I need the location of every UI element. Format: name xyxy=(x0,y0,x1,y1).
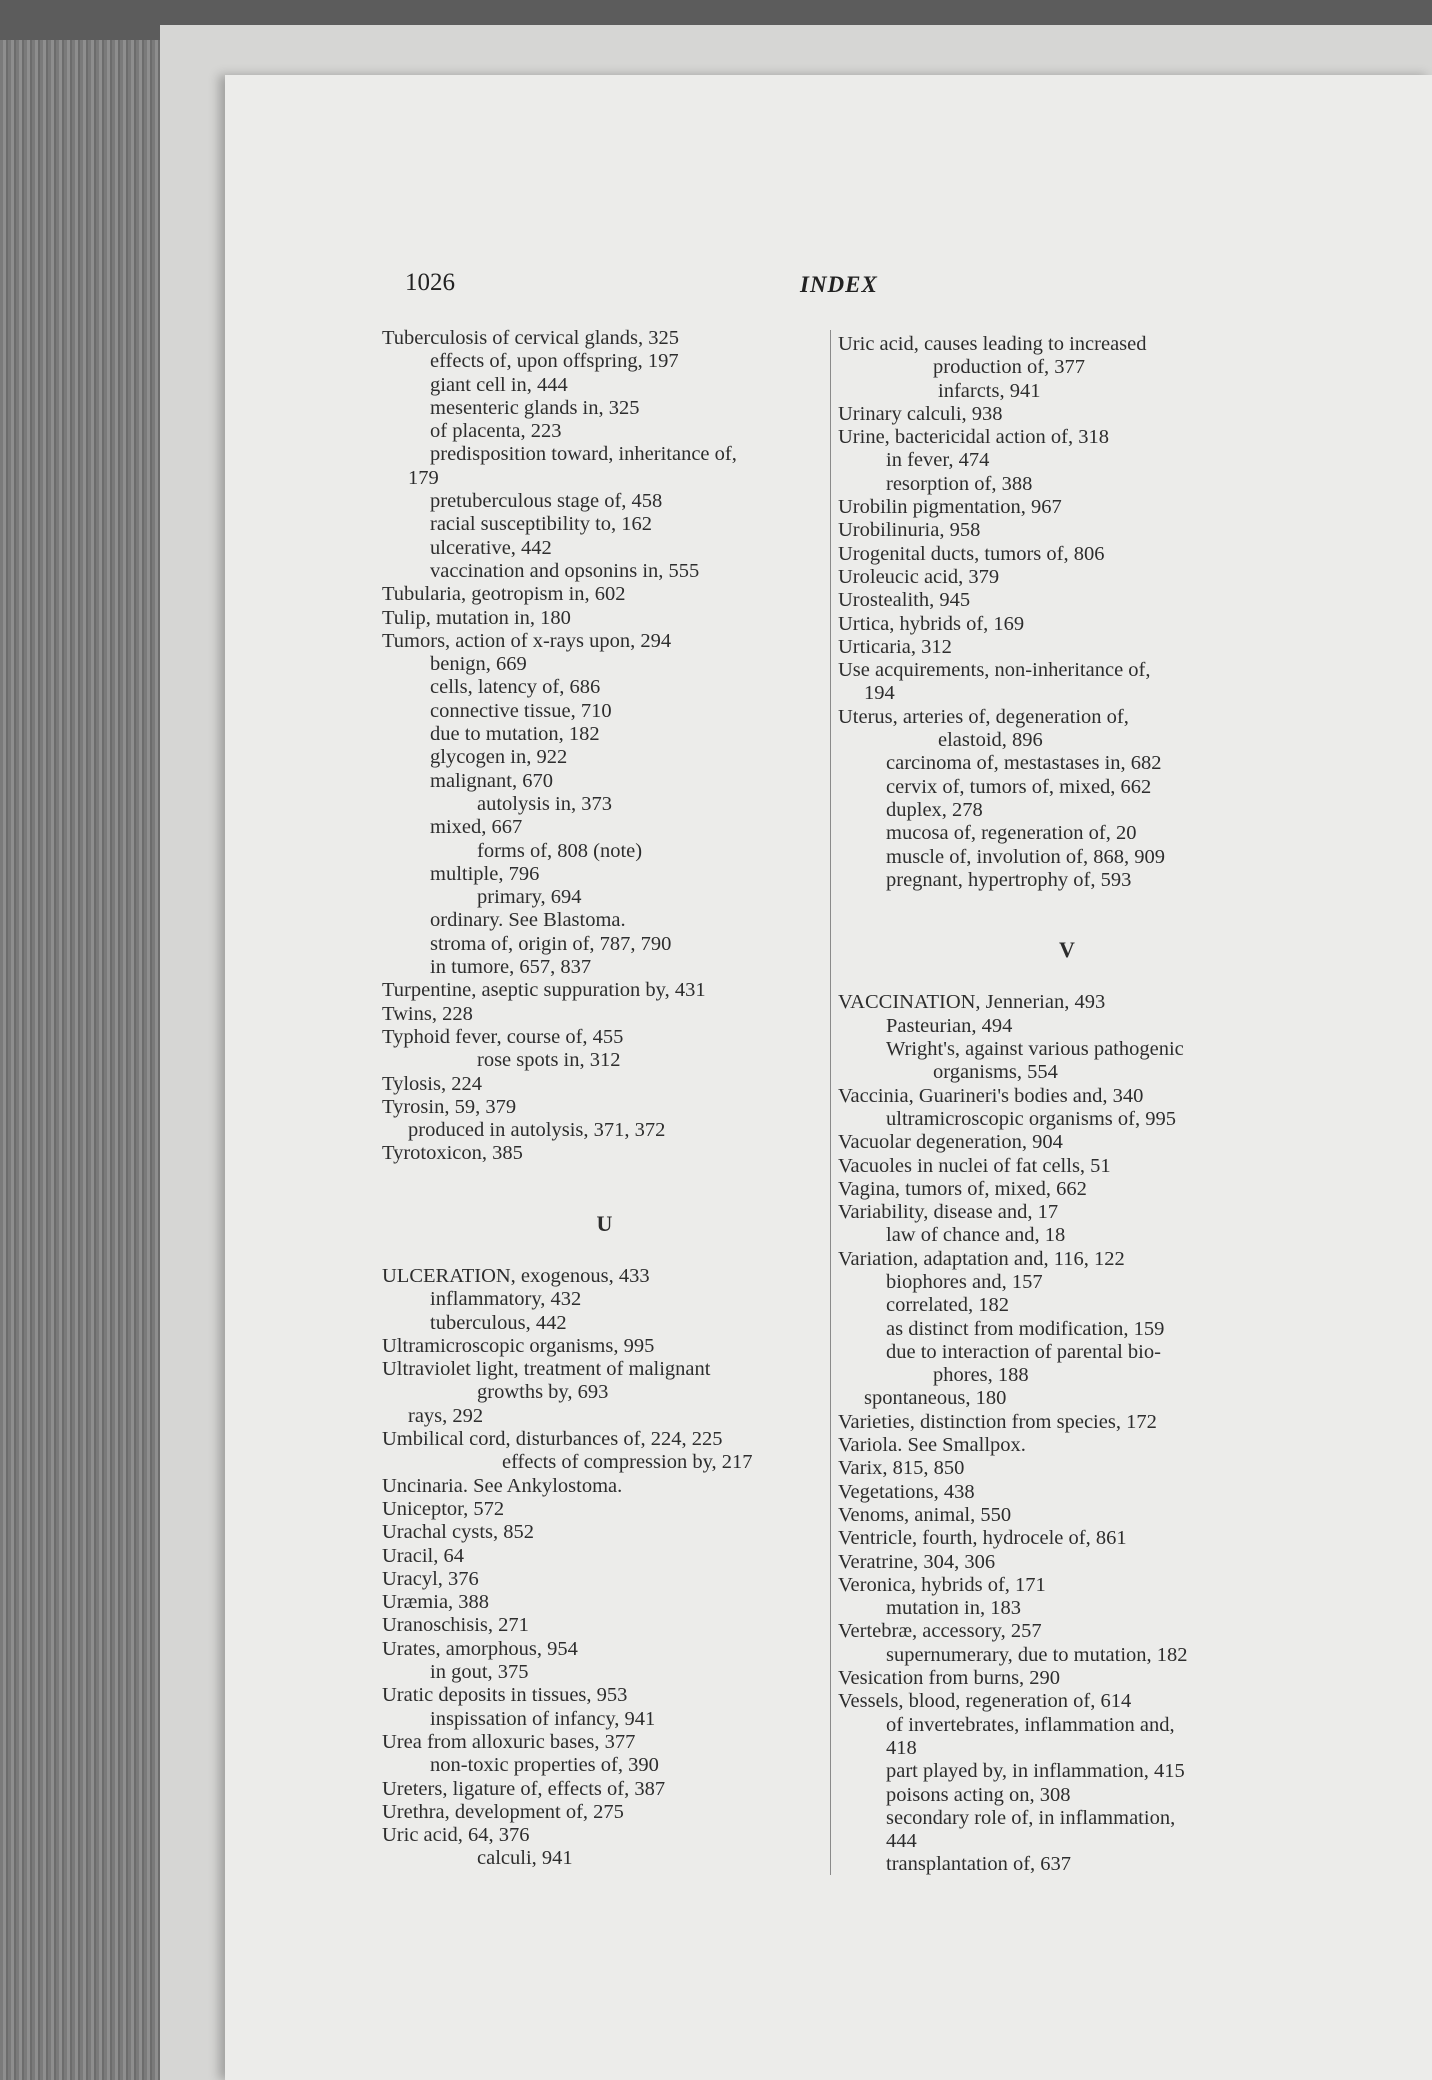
index-subentry: malignant, 670 xyxy=(430,769,553,792)
index-subentry: ultramicroscopic organisms of, 995 xyxy=(886,1107,1176,1130)
index-entry: Urogenital ducts, tumors of, 806 xyxy=(838,542,1105,565)
index-entry: Urachal cysts, 852 xyxy=(382,1521,534,1544)
index-entry: Urethra, development of, 275 xyxy=(382,1800,624,1823)
index-subentry: inspissation of infancy, 941 xyxy=(430,1707,656,1730)
index-subentry: organisms, 554 xyxy=(933,1061,1058,1084)
index-subentry: as distinct from modification, 159 xyxy=(886,1317,1165,1340)
index-subentry: in gout, 375 xyxy=(430,1661,529,1684)
index-subentry: 194 xyxy=(864,682,895,705)
index-subentry: growths by, 693 xyxy=(477,1381,609,1404)
index-subentry: mixed, 667 xyxy=(430,816,523,839)
index-entry: Variation, adaptation and, 116, 122 xyxy=(838,1247,1125,1270)
index-subentry: ordinary. See Blastoma. xyxy=(430,909,626,932)
section-letter: U xyxy=(596,1210,613,1236)
index-subentry: glycogen in, 922 xyxy=(430,746,568,769)
index-subentry: pretuberculous stage of, 458 xyxy=(430,490,663,513)
index-entry: Uterus, arteries of, degeneration of, xyxy=(838,705,1129,728)
index-entry: Venoms, animal, 550 xyxy=(838,1503,1012,1526)
index-subentry: non-toxic properties of, 390 xyxy=(430,1754,659,1777)
index-subentry: mucosa of, regeneration of, 20 xyxy=(886,822,1137,845)
index-subentry: produced in autolysis, 371, 372 xyxy=(408,1119,666,1142)
index-subentry: tuberculous, 442 xyxy=(430,1311,567,1334)
index-subentry: supernumerary, due to mutation, 182 xyxy=(886,1643,1188,1666)
index-subentry: poisons acting on, 308 xyxy=(886,1783,1071,1806)
index-subentry: muscle of, involution of, 868, 909 xyxy=(886,845,1166,868)
index-entry: Varieties, distinction from species, 172 xyxy=(838,1410,1157,1433)
index-entry: Varix, 815, 850 xyxy=(838,1457,965,1480)
index-subentry: effects of compression by, 217 xyxy=(502,1451,753,1474)
index-entry: Uric acid, causes leading to increased xyxy=(838,333,1147,355)
index-subentry: correlated, 182 xyxy=(886,1294,1009,1317)
index-subentry: mutation in, 183 xyxy=(886,1597,1021,1620)
index-entry: Typhoid fever, course of, 455 xyxy=(382,1025,624,1048)
running-title: INDEX xyxy=(800,272,878,297)
index-subentry: carcinoma of, mestastases in, 682 xyxy=(886,752,1162,775)
index-entry: Veronica, hybrids of, 171 xyxy=(838,1573,1046,1596)
index-subentry: in fever, 474 xyxy=(886,449,990,472)
index-subentry: of placenta, 223 xyxy=(430,420,562,443)
index-subentry: rose spots in, 312 xyxy=(477,1049,621,1072)
index-subentry: mesenteric glands in, 325 xyxy=(430,396,640,419)
index-entry: Uroleucic acid, 379 xyxy=(838,565,1000,588)
index-entry: Ultramicroscopic organisms, 995 xyxy=(382,1334,655,1357)
index-entry: Tuberculosis of cervical glands, 325 xyxy=(382,327,680,349)
index-entry: Veratrine, 304, 306 xyxy=(838,1550,996,1573)
right-index-column xyxy=(838,333,1296,1877)
index-entry: Ventricle, fourth, hydrocele of, 861 xyxy=(838,1527,1127,1550)
index-entry: Uratic deposits in tissues, 953 xyxy=(382,1684,628,1707)
index-entry: Uric acid, 64, 376 xyxy=(382,1824,530,1847)
index-subentry: 179 xyxy=(408,466,439,489)
index-subentry: giant cell in, 444 xyxy=(430,373,568,396)
index-entry: Urobilinuria, 958 xyxy=(838,519,981,542)
index-subentry: transplantation of, 637 xyxy=(886,1853,1072,1876)
index-entry: Vessels, blood, regeneration of, 614 xyxy=(838,1690,1132,1713)
index-subentry: rays, 292 xyxy=(408,1404,484,1427)
index-subentry: production of, 377 xyxy=(933,356,1086,379)
index-entry: Variability, disease and, 17 xyxy=(838,1201,1059,1224)
section-spacer xyxy=(838,892,1296,938)
index-entry: Tyrotoxicon, 385 xyxy=(382,1142,523,1165)
index-subentry: Pasteurian, 494 xyxy=(886,1014,1013,1037)
index-entry: Urates, amorphous, 954 xyxy=(382,1637,578,1660)
index-entry: Vesication from burns, 290 xyxy=(838,1667,1061,1690)
index-entry: ULCERATION, exogenous, 433 xyxy=(382,1264,650,1287)
index-subentry: infarcts, 941 xyxy=(938,379,1041,402)
index-subentry: due to mutation, 182 xyxy=(430,723,600,746)
index-entry: Twins, 228 xyxy=(382,1002,473,1025)
index-entry: Umbilical cord, disturbances of, 224, 225 xyxy=(382,1428,723,1451)
index-entry: Uniceptor, 572 xyxy=(382,1497,505,1520)
index-entry: Urinary calculi, 938 xyxy=(838,402,1003,425)
index-entry: Urostealith, 945 xyxy=(838,589,971,612)
index-subentry: part played by, in inflammation, 415 xyxy=(886,1760,1185,1783)
index-entry: Urticaria, 312 xyxy=(838,635,952,658)
index-subentry: duplex, 278 xyxy=(886,798,983,821)
index-subentry: forms of, 808 (note) xyxy=(477,839,643,862)
index-entry: Tyrosin, 59, 379 xyxy=(382,1095,517,1118)
index-subentry: biophores and, 157 xyxy=(886,1270,1043,1293)
section-spacer xyxy=(382,1166,827,1212)
index-subentry: autolysis in, 373 xyxy=(477,792,612,815)
index-entry: Vegetations, 438 xyxy=(838,1480,975,1503)
index-subentry: inflammatory, 432 xyxy=(430,1288,582,1311)
index-subentry: 418 xyxy=(886,1736,917,1759)
index-entry: Urea from alloxuric bases, 377 xyxy=(382,1730,636,1753)
section-letter: V xyxy=(1059,937,1075,963)
index-subentry: of invertebrates, inflammation and, xyxy=(886,1713,1175,1736)
index-subentry: benign, 669 xyxy=(430,653,527,676)
index-entry: Uracil, 64 xyxy=(382,1544,464,1567)
index-entry: Uracyl, 376 xyxy=(382,1567,479,1590)
index-subentry: due to interaction of parental bio- xyxy=(886,1340,1161,1363)
index-subentry: 444 xyxy=(886,1830,917,1853)
index-entry: Vacuolar degeneration, 904 xyxy=(838,1131,1063,1154)
index-subentry: calculi, 941 xyxy=(477,1847,573,1870)
index-entry: Urtica, hybrids of, 169 xyxy=(838,612,1025,635)
index-subentry: predisposition toward, inheritance of, xyxy=(430,443,737,466)
index-subentry: law of chance and, 18 xyxy=(886,1224,1066,1247)
index-entry: Vertebræ, accessory, 257 xyxy=(838,1620,1042,1643)
index-subentry: cervix of, tumors of, mixed, 662 xyxy=(886,775,1152,798)
index-entry: Tubularia, geotropism in, 602 xyxy=(382,583,626,606)
index-entry: Use acquirements, non-inheritance of, xyxy=(838,659,1151,682)
index-subentry: connective tissue, 710 xyxy=(430,699,612,722)
index-subentry: secondary role of, in inflammation, xyxy=(886,1806,1176,1829)
section-spacer xyxy=(838,961,1296,991)
index-entry: Tulip, mutation in, 180 xyxy=(382,606,571,629)
index-subentry: multiple, 796 xyxy=(430,862,540,885)
index-subentry: elastoid, 896 xyxy=(938,729,1043,752)
index-subentry: effects of, upon offspring, 197 xyxy=(430,350,679,373)
index-entry: Tylosis, 224 xyxy=(382,1072,482,1095)
index-subentry: stroma of, origin of, 787, 790 xyxy=(430,932,672,955)
index-subentry: cells, latency of, 686 xyxy=(430,676,601,699)
index-subentry: phores, 188 xyxy=(933,1364,1029,1387)
index-entry: Vagina, tumors of, mixed, 662 xyxy=(838,1177,1087,1200)
index-subentry: spontaneous, 180 xyxy=(864,1387,1007,1410)
column-rule xyxy=(830,330,831,1875)
index-subentry: in tumore, 657, 837 xyxy=(430,956,592,979)
index-entry: Ureters, ligature of, effects of, 387 xyxy=(382,1777,666,1800)
index-entry: Vacuoles in nuclei of fat cells, 51 xyxy=(838,1154,1111,1177)
index-entry: VACCINATION, Jennerian, 493 xyxy=(838,991,1106,1014)
index-subentry: pregnant, hypertrophy of, 593 xyxy=(886,868,1132,891)
index-subentry: primary, 694 xyxy=(477,886,582,909)
index-subentry: vaccination and opsonins in, 555 xyxy=(430,559,700,582)
index-entry: Uncinaria. See Ankylostoma. xyxy=(382,1474,623,1497)
index-entry: Vaccinia, Guarineri's bodies and, 340 xyxy=(838,1084,1144,1107)
index-entry: Urine, bactericidal action of, 318 xyxy=(838,426,1109,449)
index-entry: Ultraviolet light, treatment of malignant xyxy=(382,1358,711,1381)
left-index-column xyxy=(382,327,827,1871)
index-subentry: racial susceptibility to, 162 xyxy=(430,513,653,536)
page-number: 1026 xyxy=(405,269,455,296)
index-entry: Uræmia, 388 xyxy=(382,1591,490,1614)
index-entry: Uranoschisis, 271 xyxy=(382,1614,529,1637)
index-subentry: Wright's, against various pathogenic xyxy=(886,1038,1184,1061)
index-entry: Variola. See Smallpox. xyxy=(838,1434,1026,1457)
index-entry: Turpentine, aseptic suppuration by, 431 xyxy=(382,979,706,1002)
index-entry: Urobilin pigmentation, 967 xyxy=(838,496,1062,519)
book-page-edges xyxy=(0,40,170,2080)
index-subentry: resorption of, 388 xyxy=(886,472,1033,495)
section-spacer xyxy=(382,1235,827,1265)
index-subentry: ulcerative, 442 xyxy=(430,536,552,559)
index-entry: Tumors, action of x-rays upon, 294 xyxy=(382,629,672,652)
